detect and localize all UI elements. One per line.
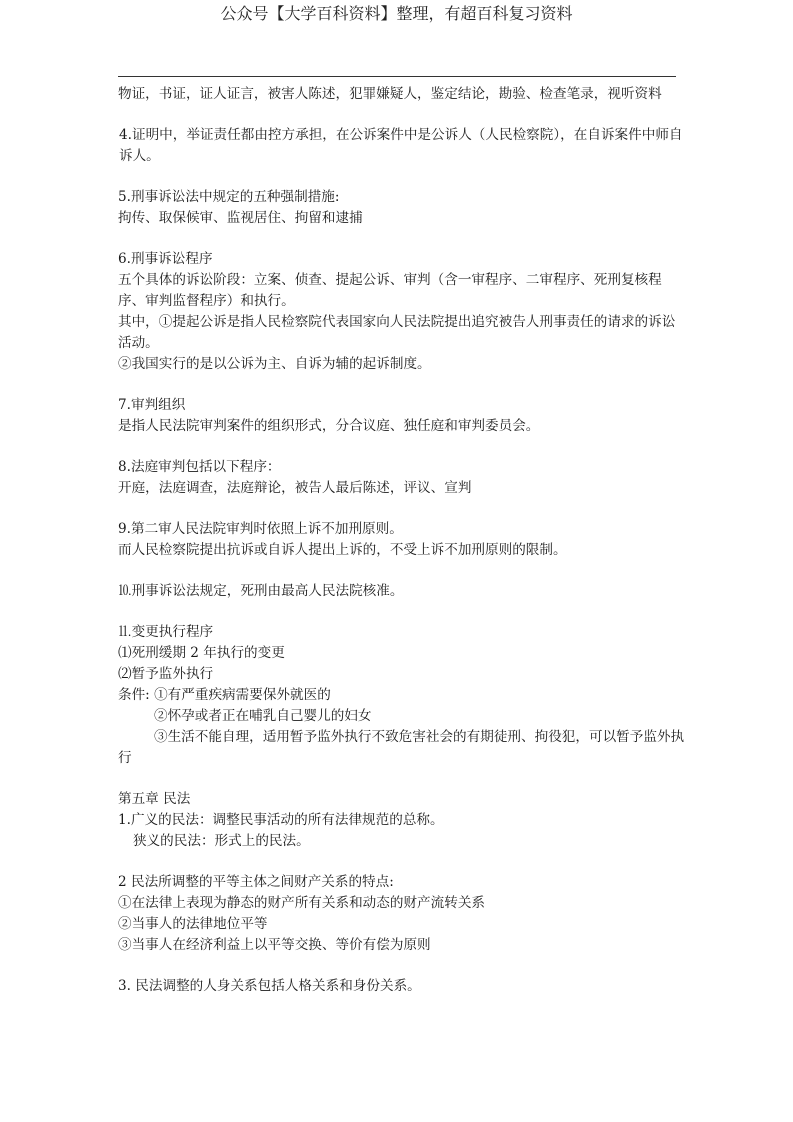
list-item: ⑵暂予监外执行 (118, 666, 214, 682)
list-item: ②怀孕或者正在哺乳自己婴儿的妇女 (154, 708, 372, 724)
section-heading: 5.刑事诉讼法中规定的五种强制措施: (118, 189, 340, 205)
header-divider (118, 76, 676, 77)
paragraph: 拘传、取保候审、监视居住、拘留和逮捕 (118, 210, 363, 226)
section-heading: 8.法庭审判包括以下程序： (118, 459, 281, 475)
paragraph: 1.广义的民法：调整民事活动的所有法律规范的总称。 (118, 812, 444, 828)
list-item (118, 727, 686, 769)
paragraph: 3. 民法调整的人身关系包括人格关系和身份关系。 (118, 978, 421, 994)
paragraph: ②我国实行的是以公诉为主、自诉为辅的起诉制度。 (118, 356, 431, 372)
list-item: ①在法律上表现为静态的财产所有关系和动态的财产流转关系 (118, 895, 486, 911)
list-item: ⑴死刑缓期 2 年执行的变更 (118, 645, 285, 661)
chapter-heading: 第五章 民法 (118, 791, 191, 807)
paragraph: 五个具体的诉讼阶段：立案、侦查、提起公诉、审判（含一审程序、二审程序、死刑复核程序、审判监督程序）和执行。 (118, 272, 662, 309)
list-item: ③当事人在经济利益上以平等交换、等价有偿为原则 (118, 937, 431, 953)
paragraph: 开庭，法庭调查，法庭辩论，被告人最后陈述，评议、宣判 (118, 480, 472, 496)
list-item: ②当事人的法律地位平等 (118, 916, 268, 932)
page-header: 公众号【大学百科资料】整理，有超百科复习资料 (220, 4, 573, 23)
section-heading: ⒒变更执行程序 (118, 624, 214, 640)
document-body (118, 84, 686, 997)
list-item: 条件: ①有严重疾病需要保外就医的 (118, 687, 331, 703)
paragraph: ⒑刑事诉讼法规定，死刑由最高人民法院核准。 (118, 583, 404, 599)
paragraph: 而人民检察院提出抗诉或自诉人提出上诉的，不受上诉不加刑原则的限制。 (118, 542, 567, 558)
paragraph: 4.证明中，举证责任都由控方承担，在公诉案件中是公诉人（人民检察院），在自诉案件中师自诉人。 (119, 127, 683, 164)
section-heading: 6.刑事诉讼程序 (118, 251, 213, 267)
section-heading: 2 民法所调整的平等主体之间财产关系的特点: (118, 874, 394, 890)
paragraph: 物证，书证，证人证言，被害人陈述，犯罪嫌疑人，鉴定结论，勘验、检查笔录，视听资料 (118, 86, 662, 102)
paragraph: 狭义的民法：形式上的民法。 (133, 833, 310, 849)
section-heading: 9.第二审人民法院审判时依照上诉不加刑原则。 (118, 521, 403, 537)
paragraph: 是指人民法院审判案件的组织形式，分合议庭、独任庭和审判委员会。 (118, 418, 540, 434)
list-item-text: ③生活不能自理，适用暂予监外执行不致危害社会的有期徒刑、拘役犯，可以暂予监外执行 (118, 729, 685, 766)
paragraph: 其中，①提起公诉是指人民检察院代表国家向人民法院提出追究被告人刑事责任的请求的诉讼活动。 (118, 314, 676, 351)
section-heading: 7.审判组织 (118, 397, 186, 413)
